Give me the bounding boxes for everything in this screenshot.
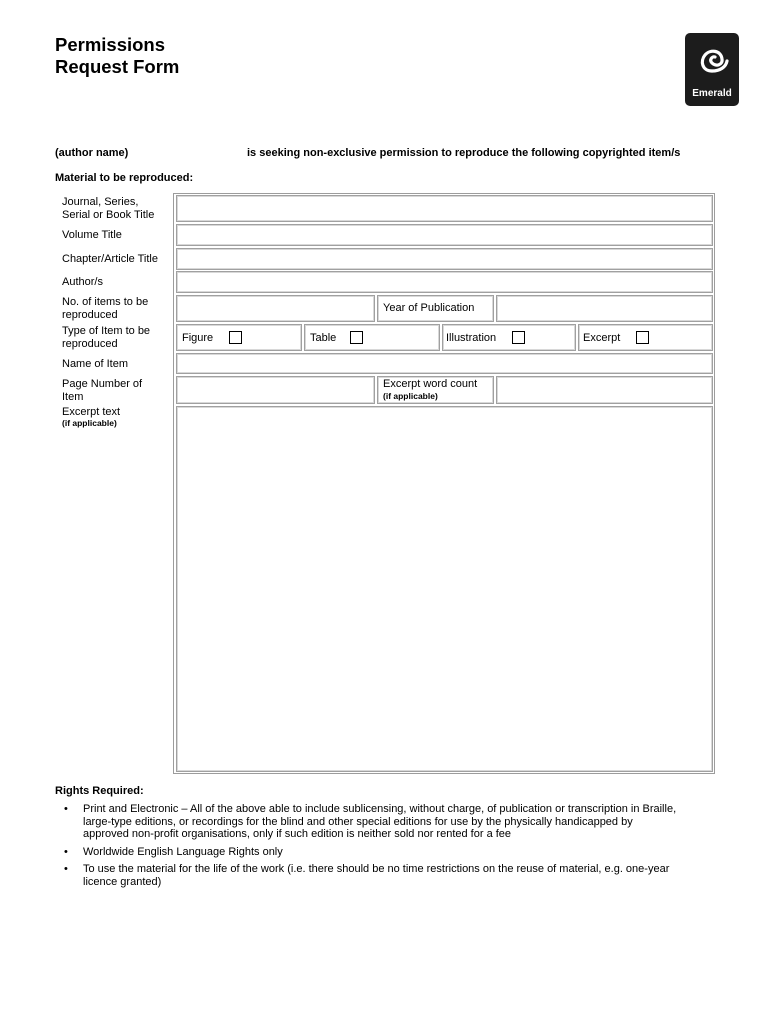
type-excerpt-label: Excerpt (583, 332, 621, 344)
label-authors: Author/s (62, 276, 103, 288)
form-title-line1: Permissions (55, 34, 166, 55)
page-number-field[interactable] (176, 376, 375, 404)
type-table-label: Table (310, 332, 337, 344)
rights-item3-line2: licence granted) (83, 875, 162, 888)
rights-heading: Rights Required: (55, 785, 144, 797)
rights-item-life-of-work (83, 863, 735, 888)
label-excerpt-text: Excerpt text (62, 406, 121, 418)
label-chapter-title: Chapter/Article Title (62, 253, 158, 265)
label-volume-title: Volume Title (62, 229, 122, 241)
logo-text: Emerald (692, 88, 732, 99)
year-field[interactable] (496, 295, 713, 322)
year-label: Year of Publication (383, 302, 475, 314)
rights-item3-line1: To use the material for the life of the work (i.e. there should be no time restrictions on the reuse of material, e.g. one-year (83, 863, 670, 875)
permission-statement: is seeking non-exclusive permission to reproduce the following copyrighted item/s (247, 147, 681, 159)
word-count-label: Excerpt word count (383, 378, 478, 390)
emerald-swirl-icon (694, 41, 730, 85)
illustration-checkbox[interactable] (512, 331, 525, 344)
rights-list (55, 803, 735, 893)
rights-item1-line3: approved non-profit organisations, only if such edition is neither sold nor rented for a fee (83, 828, 512, 840)
label-excerpt-text-note: (if applicable) (62, 418, 117, 428)
year-label-cell (377, 295, 494, 322)
type-figure-label: Figure (182, 332, 214, 344)
label-journal-title (62, 196, 154, 221)
label-page-number (62, 378, 142, 403)
label-item-type (62, 325, 150, 350)
word-count-field[interactable] (496, 376, 713, 404)
author-name-placeholder: (author name) (55, 147, 129, 159)
excerpt-checkbox[interactable] (636, 331, 649, 344)
rights-item-print-electronic (83, 803, 735, 841)
rights-item1-line2: large-type editions, or recordings for the blind and other special editions for use by the physically handicapped by (83, 815, 633, 828)
form-title (55, 34, 179, 78)
label-name-of-item: Name of Item (62, 358, 129, 370)
type-table-cell (304, 324, 440, 351)
figure-checkbox[interactable] (229, 331, 242, 344)
volume-title-field[interactable] (176, 224, 713, 246)
form-title-line2: Request Form (55, 56, 180, 77)
chapter-title-field[interactable] (176, 248, 713, 270)
material-heading: Material to be reproduced: (55, 172, 194, 184)
emerald-logo (685, 33, 739, 106)
type-excerpt-cell (578, 324, 713, 351)
word-count-label-cell (377, 376, 494, 404)
label-num-items (62, 296, 148, 321)
label-journal-line1: Journal, Series, (62, 196, 139, 208)
excerpt-text-area[interactable] (176, 406, 713, 772)
label-journal-line2: Serial or Book Title (62, 208, 155, 221)
rights-item1-line1: Print and Electronic – All of the above able to include sublicensing, without charge, of publication or transcription in Braille, (83, 803, 677, 815)
label-num-items-line2: reproduced (62, 308, 118, 321)
num-items-field[interactable] (176, 295, 375, 322)
authors-field[interactable] (176, 271, 713, 293)
type-illustration-cell (442, 324, 576, 351)
label-page-number-line2: Item (62, 390, 84, 403)
journal-title-field[interactable] (176, 195, 713, 222)
label-item-type-line2: reproduced (62, 337, 118, 350)
label-num-items-line1: No. of items to be (62, 296, 149, 308)
rights-item-worldwide-english (83, 846, 735, 859)
name-of-item-field[interactable] (176, 353, 713, 374)
table-checkbox[interactable] (350, 331, 363, 344)
word-count-note: (if applicable) (383, 391, 438, 401)
type-illustration-label: Illustration (446, 332, 497, 344)
label-item-type-line1: Type of Item to be (62, 325, 151, 337)
label-page-number-line1: Page Number of (62, 378, 143, 390)
type-figure-cell (176, 324, 302, 351)
rights-item2-text: Worldwide English Language Rights only (83, 845, 283, 858)
